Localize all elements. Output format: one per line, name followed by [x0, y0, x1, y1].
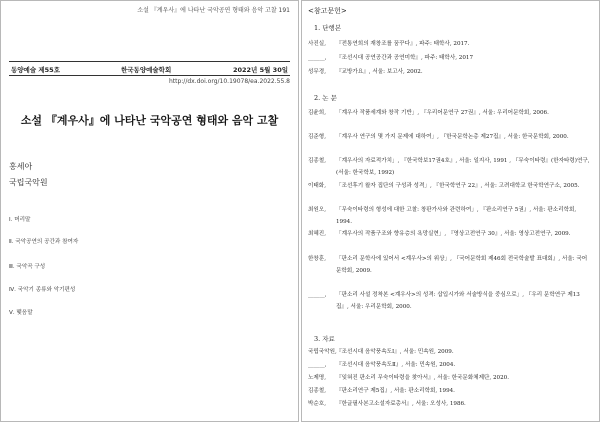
reference-text: 『한글필사본고소설자료총서』, 서울: 오성사, 1986. — [336, 401, 466, 407]
journal-society: 한국동양예술학회 — [121, 65, 172, 74]
references-heading: <참고문헌> — [308, 7, 347, 15]
reference-text: 「계우사 작품세계와 창작 기반」, 『우리어문연구 27권』, 서울: 우리어문학회, 2006. — [336, 110, 549, 116]
article-title: 소설 『계우사』에 나타난 국악공연 형태와 음악 고찰 — [20, 114, 279, 127]
reference-entry — [308, 53, 595, 65]
reference-author: 최혜진, — [308, 231, 326, 237]
toc-item: Ⅱ. 국악공연의 공간과 참여자 — [9, 239, 79, 245]
reference-author: ______, — [308, 55, 327, 61]
reference-entry — [308, 254, 595, 277]
reference-text: 『조선시대 음악풍속도Ⅱ』, 서울: 민속원, 2004. — [336, 362, 456, 368]
references-section-materials: 3. 자료 — [314, 335, 335, 343]
reference-author: ______, — [308, 362, 327, 368]
reference-entry — [308, 39, 595, 51]
reference-text: 『조선시대 공연공간과 공연미학』, 파주: 태학사, 2017 — [336, 55, 474, 61]
author-affiliation: 국립국악원 — [9, 178, 48, 187]
reference-author: 이태화, — [308, 183, 326, 189]
references-section-books: 1. 단행본 — [314, 24, 342, 32]
toc-item: Ⅲ. 국악곡 구성 — [9, 264, 46, 270]
reference-entry — [308, 108, 595, 120]
reference-text: 「계우사의 작품구조와 향유층의 욕망실현」, 『영상고전연구 30』, 서울: 영상고전연구, 2009. — [336, 231, 571, 237]
reference-entry — [308, 373, 595, 385]
reference-author: 김윤희, — [308, 110, 326, 116]
reference-text: 『교방가요』, 서울: 보고사, 2002. — [336, 69, 423, 75]
left-page — [0, 0, 299, 422]
reference-text: 『조선시대 음악풍속도Ⅰ』, 서울: 민속원, 2009. — [336, 349, 454, 355]
reference-author: 박순호, — [308, 401, 326, 407]
reference-author: 국립국악원, — [308, 349, 337, 355]
reference-author: 성무경, — [308, 69, 326, 75]
reference-author: 사진실, — [308, 41, 326, 47]
reference-text: 『판소리연구 제5집』, 서울: 판소리학회, 1994. — [336, 388, 455, 394]
author-name: 홍세아 — [9, 162, 33, 171]
toc-item: Ⅰ. 머리말 — [9, 217, 31, 223]
running-head: 소설 『계우사』에 나타난 국악공연 형태와 음악 고찰 191 — [137, 7, 290, 14]
reference-entry — [308, 229, 595, 241]
reference-author: 최원오, — [308, 207, 326, 213]
reference-text: 「판소리 사설 정착본 <계우사>의 성격: 삽입시가와 서술방식을 중심으로」, 『우리 문학연구 제13집』, 서울: 우리문학회, 2000. — [336, 292, 580, 310]
reference-entry — [308, 360, 595, 372]
reference-entry — [308, 156, 595, 179]
reference-entry — [308, 386, 595, 398]
journal-name: 동양예술 제55호 — [11, 65, 60, 74]
reference-entry — [308, 181, 595, 193]
reference-text: 「계우사 연구의 몇 가지 문제에 대하여」, 『한국문학논총 제27집』, 서울: 한국문학회, 2000. — [336, 134, 569, 140]
toc-item: Ⅳ. 국악기 종류와 악기편성 — [9, 287, 76, 293]
reference-entry — [308, 205, 595, 228]
right-page — [301, 0, 600, 422]
reference-text: 『전통연희의 재창조를 꿈꾸다』, 파주: 태학사, 2017. — [336, 41, 470, 47]
reference-author: ______, — [308, 292, 327, 298]
toc-item: Ⅴ. 맺음말 — [9, 310, 33, 316]
reference-author: 김준형, — [308, 134, 326, 140]
reference-author: 한창훈, — [308, 256, 326, 262]
reference-author: 김종철, — [308, 158, 326, 164]
doi-link[interactable]: http://dx.doi.org/10.19078/ea.2022.55.8 — [168, 78, 290, 85]
reference-text: 『잊혀진 판소리 무숙이타령을 찾아서』, 서울: 한국문화체제단, 2020. — [336, 375, 509, 381]
reference-text: 「조선후기 왈자 집단의 구성과 성격」, 『한국학연구 22』, 서울: 고려대학교 한국학연구소, 2005. — [336, 183, 580, 189]
reference-entry — [308, 399, 595, 411]
reference-entry — [308, 347, 595, 359]
reference-entry — [308, 290, 595, 313]
reference-text: 「판소리 문학사에 있어서 <계우사>의 위상」, 『국어문학회 제46회 전국학술발 표대회』, 서울: 국어문학회, 2009. — [336, 256, 588, 274]
reference-entry — [308, 67, 595, 79]
reference-text: 「무숙이타령의 형성에 대한 고찰: 창판가사와 관련하여」, 『판소리연구 5권』, 서울: 판소리학회, 1994. — [336, 207, 577, 225]
reference-entry — [308, 132, 595, 144]
reference-author: 노제명, — [308, 375, 326, 381]
references-section-papers: 2. 논 문 — [314, 94, 337, 102]
journal-info-bar — [9, 61, 290, 76]
journal-date: 2022년 5월 30일 — [232, 65, 288, 74]
reference-author: 김종철, — [308, 388, 326, 394]
reference-text: 「계우사의 자료적가치」, 『한국학보17권4호』, 서울: 일지사, 1991 , 『무숙이타령』(한자타령)연구, (서울: 한국학보, 1992) — [336, 158, 590, 176]
